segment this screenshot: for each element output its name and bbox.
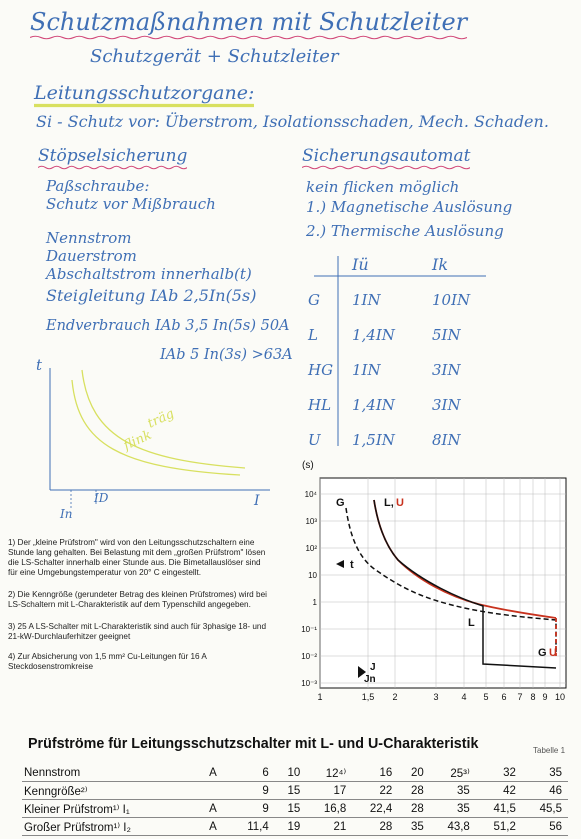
y-tick-label: 10⁻³ (301, 679, 317, 688)
footnote-3: 3) 25 A LS-Schalter mit L-Charakteristik sind auch für 3phasige 18- und 21-kW-Durchlauferhitzer geeignet (8, 622, 267, 641)
char-cell: 10IN (432, 291, 471, 309)
row-value: 9 (230, 800, 275, 818)
row-unit: A (196, 764, 230, 782)
graph-label-u: U (396, 497, 404, 509)
right-line-1: kein flicken möglich (306, 178, 460, 196)
char-cell: 5IN (432, 326, 461, 344)
y-tick-label: 10³ (305, 517, 317, 526)
x-tick-label: 8 (530, 692, 536, 702)
row-value: 15 (275, 800, 307, 818)
row-value: 41,5 (476, 800, 522, 818)
row-value: 45,5 (522, 800, 568, 818)
char-cell: 1IN (352, 291, 381, 309)
char-cell: HL (308, 396, 332, 414)
x-tick-label: 9 (542, 692, 548, 702)
red-underline (302, 165, 470, 170)
graph-label-g2: G (538, 647, 547, 659)
x-tick-label: 4 (461, 692, 467, 702)
left-heading (38, 146, 187, 166)
row-value: 12⁴⁾ (306, 764, 352, 782)
row-value: 16,8 (306, 800, 352, 818)
x-tick-label: 7 (517, 692, 523, 702)
row-unit (196, 782, 230, 800)
footnote-2: 2) Die Kenngröße (gerundeter Betrag des kleinen Prüfstromes) wird bei LS-Schaltern mit L-Charakteristik auf dem Typenschild angegeben. (8, 590, 267, 609)
row-unit: A (196, 818, 230, 836)
sketch-in-label: In (60, 507, 73, 520)
row-value: 16 (352, 764, 398, 782)
row-label: Großer Prüfstrom¹⁾ I₂ (22, 818, 196, 836)
y-tick-label: 10² (305, 544, 317, 553)
x-tick-label: 3 (433, 692, 439, 702)
left-line-4: Dauerstrom (46, 247, 137, 265)
row-value: 35 (430, 782, 476, 800)
graph-label-g: G (336, 497, 345, 509)
header-iue: Iü (352, 255, 369, 274)
left-line-3: Nennstrom (46, 229, 132, 247)
table-row (22, 818, 568, 836)
row-value: 15 (275, 782, 307, 800)
char-cell: U (308, 431, 321, 449)
char-cell: 1,4IN (352, 396, 395, 414)
row-value: 11,4 (230, 818, 275, 836)
row-value: 43,8 (430, 818, 476, 836)
row-value: 6 (230, 764, 275, 782)
footnote-1: 1) Der „kleine Prüfstrom" wird von den Leitungsschutzschaltern eine Stunde lang gehalten. Bei Belastung mit dem „großen Prüfstrom" lösen die LS-Schalter innerhalb einer Stunde aus. Die Bimetallauslöser sind für eine Umgebungstemperatur von 20° C eingestellt. (8, 538, 266, 577)
row-label: Nennstrom (22, 764, 196, 782)
yellow-underline (34, 103, 254, 108)
test-current-table (22, 764, 568, 836)
x-tick-label: 5 (483, 692, 489, 702)
row-value: 22,4 (352, 800, 398, 818)
table-row (22, 764, 568, 782)
row-label: Kenngröße²⁾ (22, 782, 196, 800)
row-value: 20 (398, 764, 430, 782)
right-heading-text: Sicherungsautomat (302, 146, 471, 166)
trip-characteristic-graph (298, 456, 574, 704)
row-value: 32 (476, 764, 522, 782)
row-value: 19 (275, 818, 307, 836)
char-cell: 3IN (432, 361, 461, 379)
x-tick-label: 1,5 (361, 692, 375, 702)
row-value: 17 (306, 782, 352, 800)
left-line-2: Schutz vor Mißbrauch (46, 195, 216, 213)
endv-line-2: IAb 5 In(3s) >63A (160, 347, 293, 363)
row-value: 35 (398, 818, 430, 836)
page-title (30, 8, 467, 36)
table-tag: Tabelle 1 (533, 746, 566, 755)
graph-label-t: t (350, 559, 354, 571)
row-value: 28 (352, 818, 398, 836)
left-line-5: Abschaltstrom innerhalb(t) (46, 265, 252, 283)
graph-label-u2: U (549, 647, 557, 659)
char-cell: 3IN (432, 396, 461, 414)
x-tick-label: 6 (501, 692, 507, 702)
si-line: Si - Schutz vor: Überstrom, Isolationsschaden, Mech. Schaden. (36, 112, 549, 131)
x-tick-label: 1 (317, 692, 323, 702)
graph-label-jn: Jn (364, 674, 376, 685)
row-value: 46 (522, 782, 568, 800)
y-tick-label: 1 (312, 598, 317, 607)
row-value: 25³⁾ (430, 764, 476, 782)
char-cell: 8IN (432, 431, 461, 449)
y-tick-label: 10 (308, 571, 317, 580)
row-value: 51,2 (476, 818, 522, 836)
graph-label-l2: L (468, 617, 475, 629)
row-value: 28 (398, 782, 430, 800)
row-value: 35 (430, 800, 476, 818)
char-cell: 1IN (352, 361, 381, 379)
x-tick-label: 10 (554, 692, 566, 702)
table-title: Prüfströme für Leitungsschutzschalter mit L- und U-Charakteristik (28, 736, 479, 752)
row-label: Kleiner Prüfstrom¹⁾ I₁ (22, 800, 196, 818)
sketch-traeg-label: träg (145, 406, 177, 432)
char-cell: 1,4IN (352, 326, 395, 344)
row-value: 28 (398, 800, 430, 818)
right-line-2: 1.) Magnetische Auslösung (306, 198, 513, 216)
subtitle: Schutzgerät + Schutzleiter (90, 46, 339, 67)
y-tick-label: 10⁴ (304, 490, 317, 499)
sketch-id-label: ID (94, 491, 109, 505)
graph-label-l: L, (384, 497, 394, 509)
footnote-4: 4) Zur Absicherung von 1,5 mm² Cu-Leitungen für 16 A Steckdosenstromkreise (8, 652, 207, 671)
endv-line-1: Endverbrauch IAb 3,5 In(5s) 50A (46, 318, 290, 334)
left-line-1: Paßschraube: (46, 177, 150, 195)
row-value: 35 (522, 764, 568, 782)
row-value: 10 (275, 764, 307, 782)
red-underline (38, 165, 187, 170)
char-cell: L (308, 326, 318, 344)
y-tick-label: 10⁻² (301, 652, 317, 661)
red-underline (30, 35, 467, 40)
char-cell: HG (308, 361, 334, 379)
steig-line: Steigleitung IAb 2,5In(5s) (46, 286, 257, 305)
row-value: 21 (306, 818, 352, 836)
graph-label-j: J (370, 662, 376, 673)
table-row (22, 782, 568, 800)
header-ik: Ik (432, 255, 449, 274)
sketch-t-label: t (36, 356, 43, 374)
characteristic-table (300, 250, 490, 450)
title-text: Schutzmaßnahmen mit Schutzleiter (30, 8, 468, 36)
sketch-flink-label: flink (121, 427, 155, 454)
left-heading-text: Stöpselsicherung (38, 146, 188, 166)
row-value: 9 (230, 782, 275, 800)
right-line-3: 2.) Thermische Auslösung (306, 222, 504, 240)
row-value: 22 (352, 782, 398, 800)
char-cell: G (308, 291, 320, 309)
sketch-diagram (20, 350, 280, 520)
graph-frame (320, 478, 566, 688)
organs-heading (34, 82, 254, 104)
sketch-i-label: I (254, 493, 260, 509)
row-value: 56 (522, 818, 568, 836)
char-cell: 1,5IN (352, 431, 395, 449)
right-heading (302, 146, 470, 166)
table-row (22, 800, 568, 818)
y-tick-label: 10⁻¹ (301, 625, 317, 634)
row-unit: A (196, 800, 230, 818)
row-value: 42 (476, 782, 522, 800)
x-tick-label: 2 (392, 692, 398, 702)
organs-text: Leitungsschutzorgane: (34, 82, 255, 104)
graph-unit-label: (s) (302, 460, 314, 471)
